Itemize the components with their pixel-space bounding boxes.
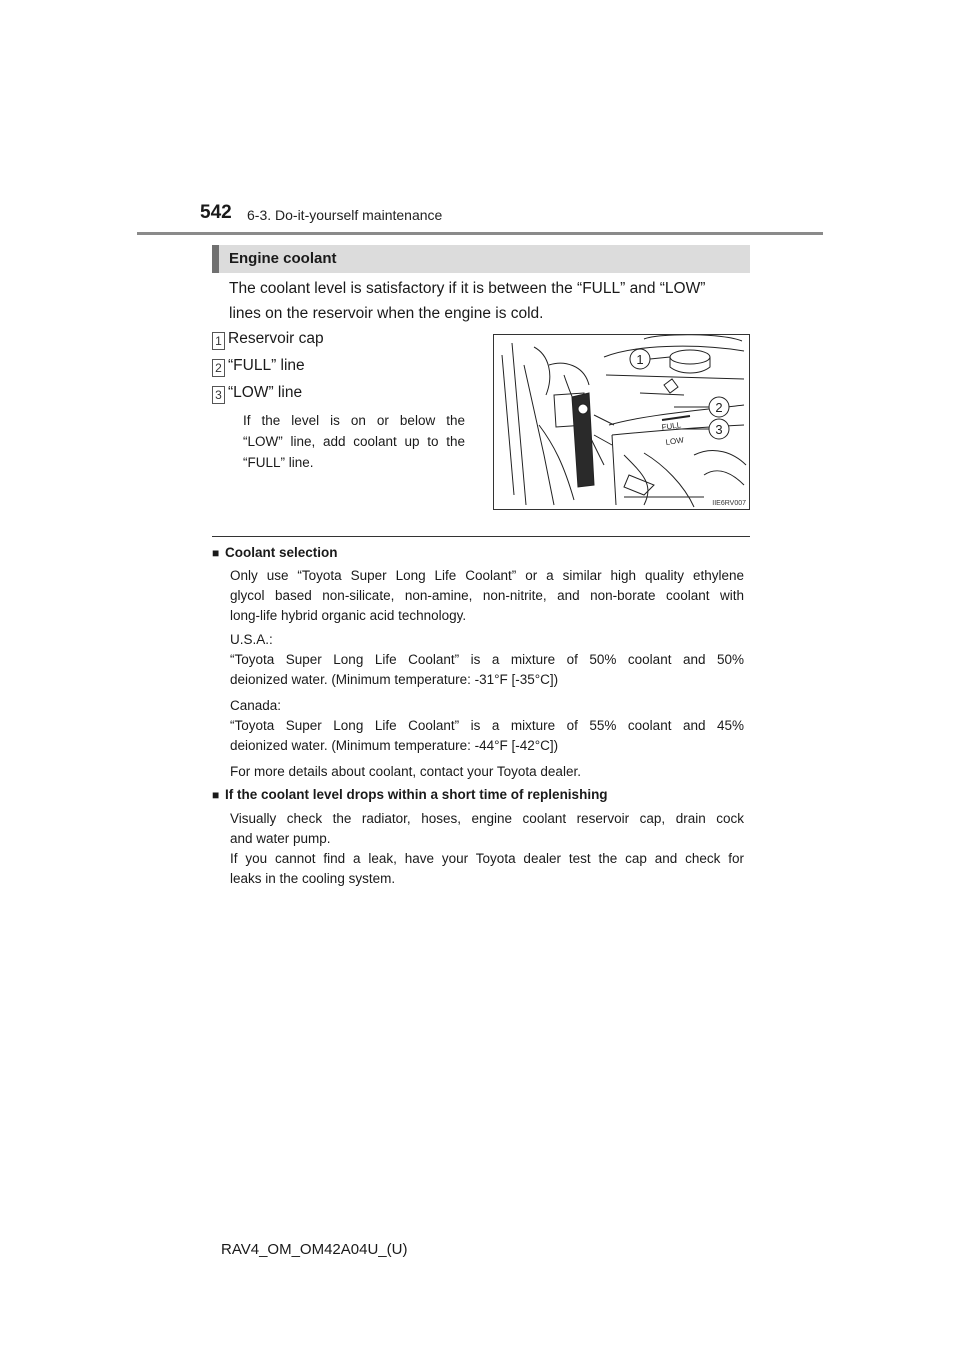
intro-line: lines on the reservoir when the engine is cold.: [229, 305, 544, 322]
level-drop-paragraph: [230, 809, 744, 889]
intro-line: The coolant level is satisfactory if it is between the “FULL” and “LOW”: [229, 280, 706, 297]
level-drop-heading: [212, 787, 608, 802]
heading-text: If the coolant level drops within a short time of replenishing: [225, 787, 608, 802]
document-code: RAV4_OM_OM42A04U_(U): [221, 1241, 408, 1258]
figure-marker-2: [709, 397, 729, 417]
topic-title: Engine coolant: [229, 250, 337, 267]
marker-number: 1: [636, 352, 644, 367]
header-rule: [137, 232, 823, 235]
intro-text: [229, 276, 754, 326]
coolant-selection-paragraph: [230, 566, 744, 626]
figure-code: IIE6RV007: [712, 500, 746, 507]
para-line: “Toyota Super Long Life Coolant” is a mixture of 50% coolant and 50%: [230, 652, 744, 667]
square-bullet-icon: ■: [212, 546, 220, 560]
callout-number-badge: 2: [212, 359, 225, 377]
callout-label: “FULL” line: [228, 357, 305, 374]
para-line: If you cannot find a leak, have your Toyota dealer test the cap and check for: [230, 851, 744, 866]
callout-label: Reservoir cap: [228, 330, 324, 347]
para-line: “Toyota Super Long Life Coolant” is a mixture of 55% coolant and 45%: [230, 718, 744, 733]
callout-label: “LOW” line: [228, 384, 303, 401]
topic-header: [212, 245, 750, 273]
para-line: glycol based non-silicate, non-amine, non-nitrite, and non-borate coolant with: [230, 588, 744, 603]
coolant-selection-heading: [212, 545, 338, 560]
square-bullet-icon: ■: [212, 788, 220, 802]
para-line: For more details about coolant, contact your Toyota dealer.: [230, 764, 581, 779]
para-line: U.S.A.:: [230, 632, 273, 647]
section-divider: [212, 536, 750, 537]
usa-paragraph: [230, 630, 744, 690]
marker-number: 3: [715, 422, 723, 437]
para-line: and water pump.: [230, 831, 331, 846]
figure-marker-1: [630, 349, 650, 369]
para-line: long-life hybrid organic acid technology.: [230, 608, 467, 623]
note-line: “LOW” line, add coolant up to the: [243, 434, 465, 449]
low-mark-label: LOW: [665, 435, 685, 447]
callout-number-badge: 1: [212, 332, 225, 350]
canada-paragraph: [230, 696, 744, 756]
page-number: 542: [200, 202, 232, 223]
para-line: Visually check the radiator, hoses, engine coolant reservoir cap, drain cock: [230, 811, 744, 826]
figure-marker-3: [709, 419, 729, 439]
note-line: “FULL” line.: [243, 455, 314, 470]
callout-number-badge: 3: [212, 386, 225, 404]
heading-text: Coolant selection: [225, 545, 338, 560]
note-line: If the level is on or below the: [243, 413, 465, 428]
coolant-reservoir-illustration: [493, 334, 750, 510]
para-line: Only use “Toyota Super Long Life Coolant” or a similar high quality ethylene: [230, 568, 744, 583]
refill-note: [243, 410, 465, 473]
para-line: leaks in the cooling system.: [230, 871, 396, 886]
section-title: 6-3. Do-it-yourself maintenance: [247, 207, 443, 223]
reservoir-drawing: [494, 335, 749, 509]
dealer-paragraph: [230, 762, 744, 782]
para-line: deionized water. (Minimum temperature: -31°F [-35°C]): [230, 672, 559, 687]
para-line: Canada:: [230, 698, 282, 713]
para-line: deionized water. (Minimum temperature: -44°F [-42°C]): [230, 738, 559, 753]
full-mark-label: FULL: [661, 420, 682, 432]
marker-number: 2: [715, 400, 723, 415]
